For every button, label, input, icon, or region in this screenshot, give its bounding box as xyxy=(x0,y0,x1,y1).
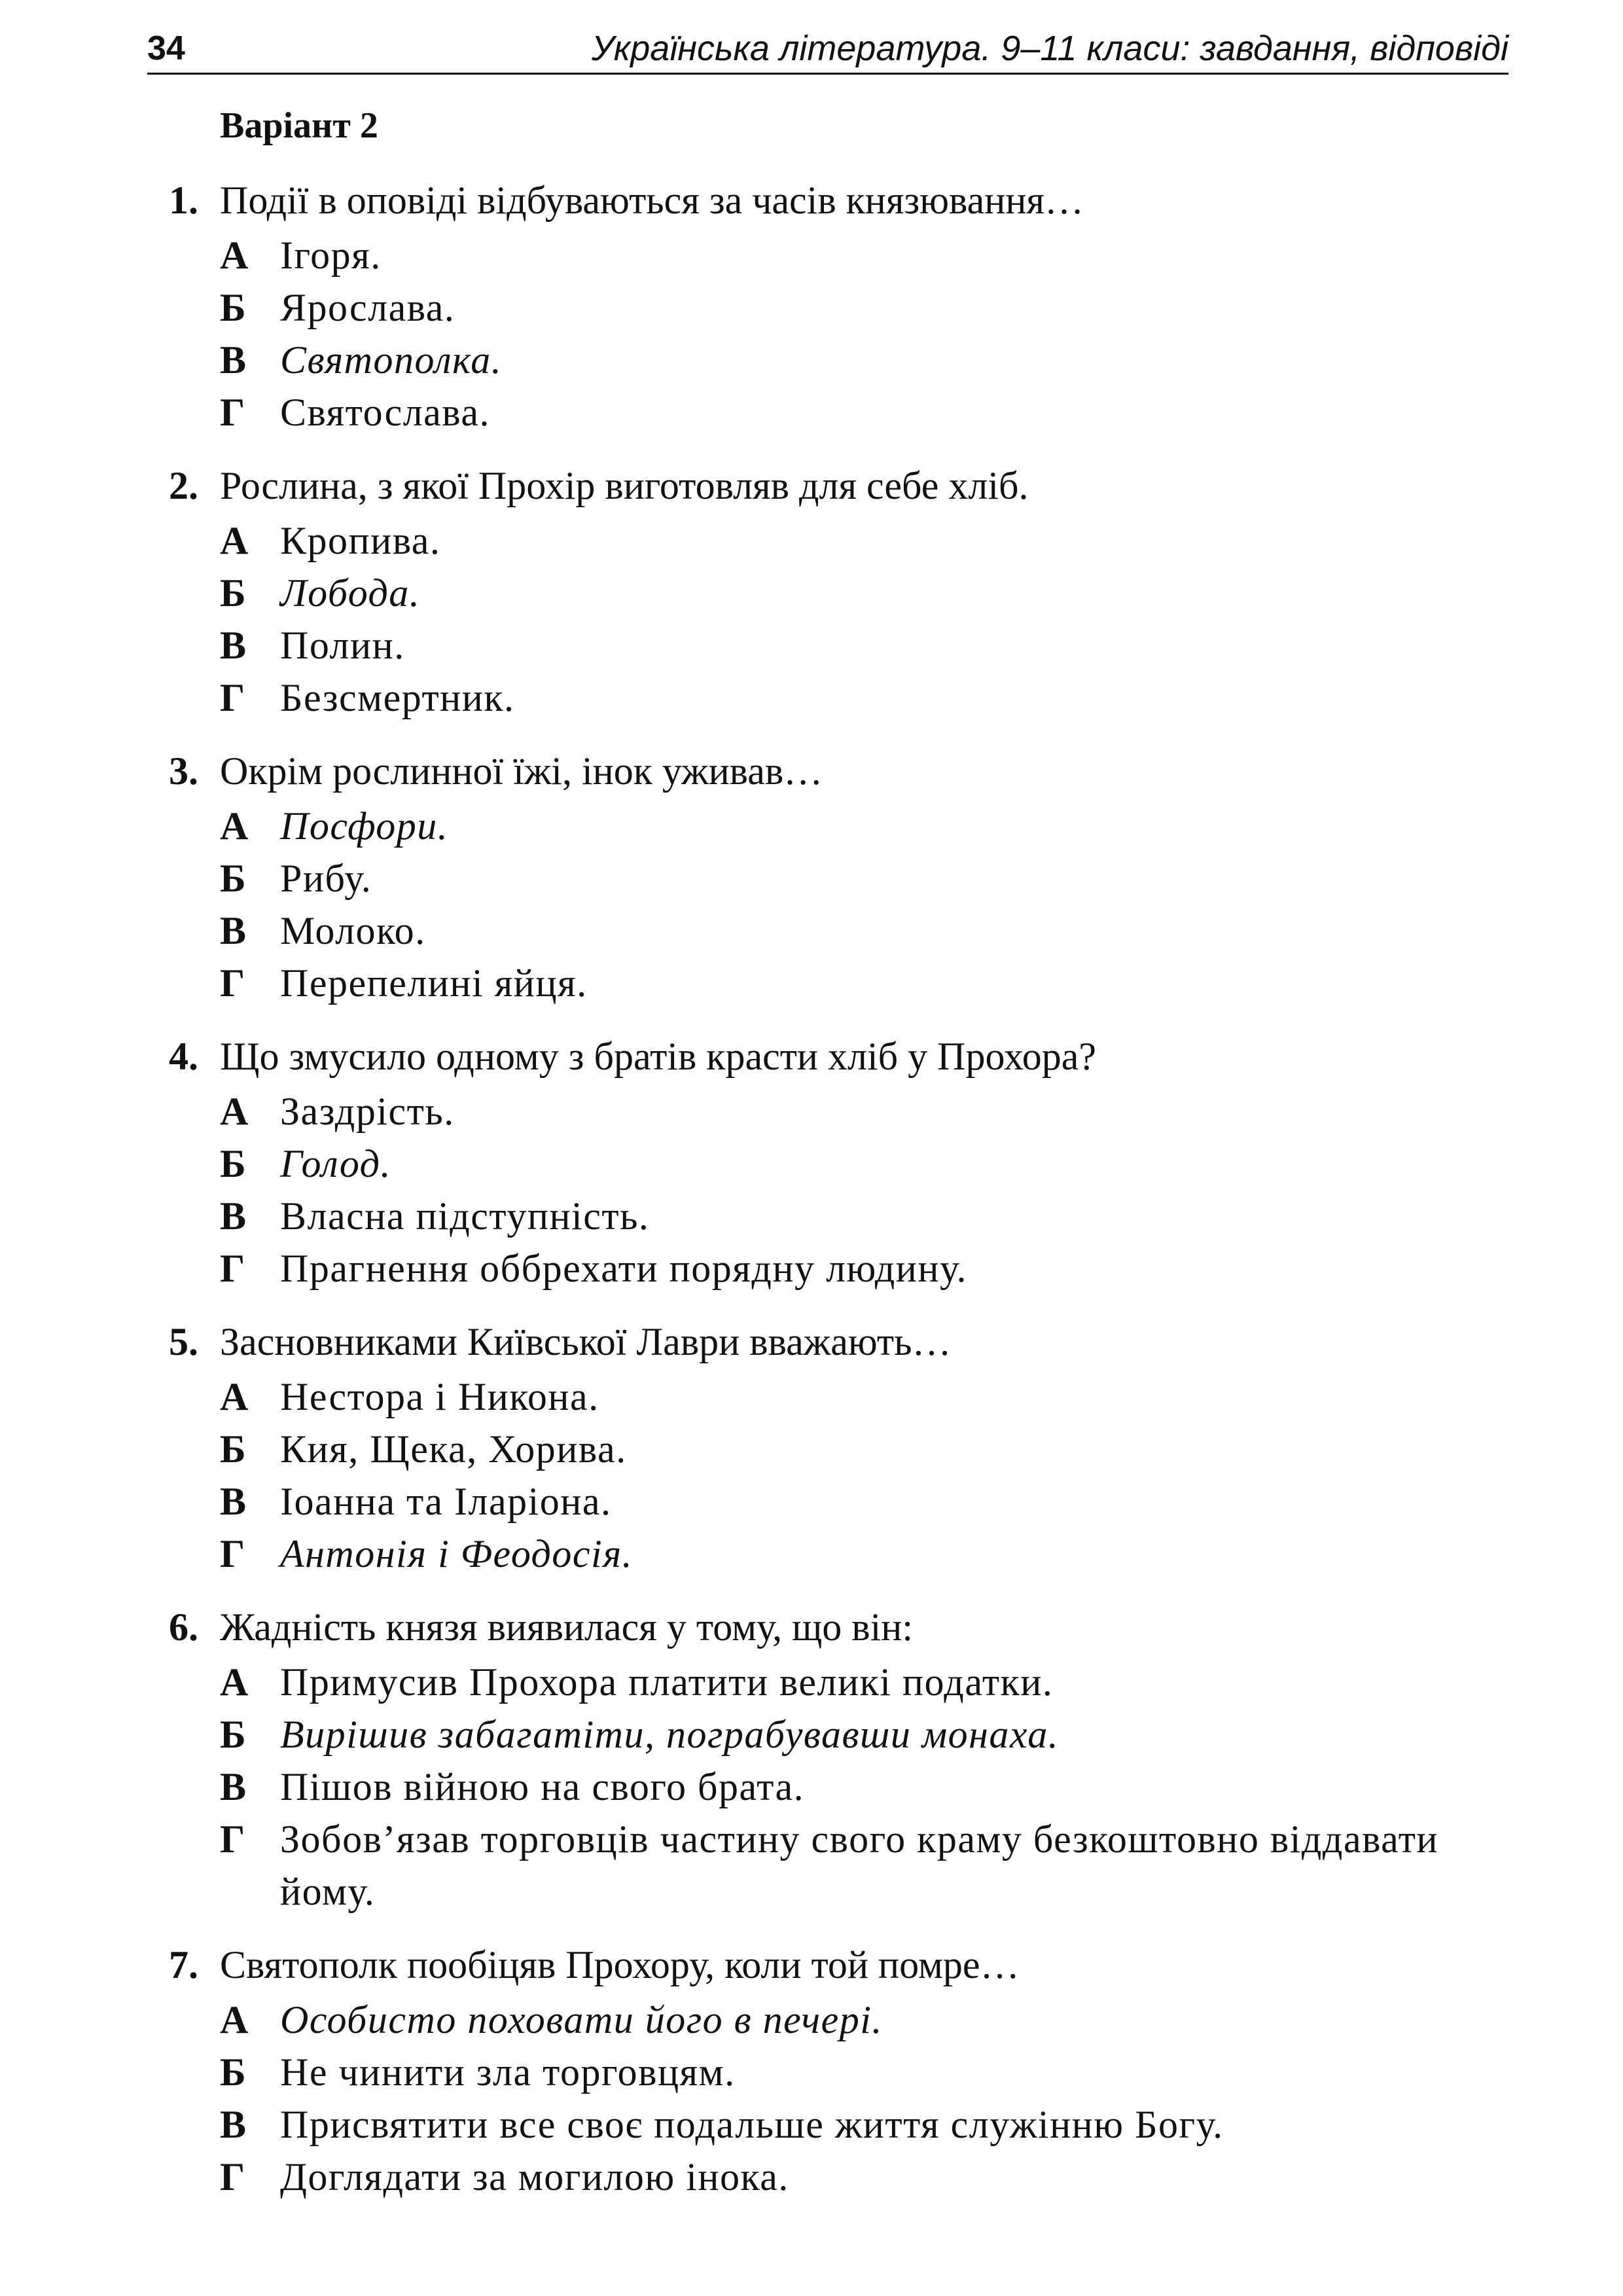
option-text: Полин. xyxy=(280,624,405,667)
option-text: Ярослава. xyxy=(280,286,455,329)
question-3 xyxy=(169,742,1510,1009)
question-2 xyxy=(169,457,1510,724)
option-text: Іоанна та Іларіона. xyxy=(280,1480,612,1523)
answer-option xyxy=(169,905,1510,957)
option-letter: В xyxy=(220,624,247,667)
question-number: 7. xyxy=(169,1943,198,1986)
option-text: Присвятити все своє подальше життя служінню Богу. xyxy=(280,2103,1224,2146)
page-header xyxy=(147,25,1508,71)
option-text: Антонія і Феодосія. xyxy=(280,1532,633,1575)
option-letter: Г xyxy=(220,2155,246,2198)
option-letter: Г xyxy=(220,676,246,719)
option-letter: В xyxy=(220,1194,247,1238)
question-1 xyxy=(169,171,1510,439)
answer-option xyxy=(169,514,1510,567)
option-letter: В xyxy=(220,338,247,382)
question-list xyxy=(169,171,1510,2221)
option-text: Рибу. xyxy=(280,857,372,900)
answer-option xyxy=(169,1475,1510,1528)
option-text: Кия, Щека, Хорива. xyxy=(280,1427,627,1471)
answer-option-correct xyxy=(169,800,1510,852)
question-number: 3. xyxy=(169,749,198,793)
question-number: 1. xyxy=(169,179,198,222)
answer-option xyxy=(169,1371,1510,1423)
option-letter: Б xyxy=(220,1142,247,1185)
option-text: Не чинити зла торговцям. xyxy=(280,2051,736,2094)
answer-option xyxy=(169,1656,1510,1708)
question-text: Рослина, з якої Прохір виготовляв для себе хліб. xyxy=(220,464,1029,507)
option-text: Власна підступність. xyxy=(280,1194,650,1238)
option-text: Прагнення оббрехати порядну людину. xyxy=(280,1247,967,1290)
question-number: 2. xyxy=(169,464,198,507)
question-7 xyxy=(169,1936,1510,2203)
option-letter: А xyxy=(220,804,249,848)
option-text: Голод. xyxy=(280,1142,391,1185)
option-letter: В xyxy=(220,1765,247,1808)
answer-option xyxy=(169,1423,1510,1475)
header-rule xyxy=(147,73,1508,75)
option-text: Ігоря. xyxy=(280,234,382,277)
option-text: Вирішив забагатіти, пограбувавши монаха. xyxy=(280,1713,1060,1756)
option-text: Кропива. xyxy=(280,519,441,562)
option-letter: А xyxy=(220,1660,249,1704)
answer-option xyxy=(169,1813,1510,1918)
question-number: 5. xyxy=(169,1320,198,1363)
answer-option xyxy=(169,2046,1510,2098)
question-text: Святополк пообіцяв Прохору, коли той помре… xyxy=(220,1943,1020,1986)
question-number: 6. xyxy=(169,1605,198,1649)
answer-option xyxy=(169,386,1510,439)
answer-option xyxy=(169,2151,1510,2203)
option-letter: В xyxy=(220,1480,247,1523)
option-text: Зобов’язав торговців частину свого краму безкоштовно віддавати йому. xyxy=(280,1818,1439,1913)
answer-option xyxy=(169,1761,1510,1813)
option-text: Примусив Прохора платити великі податки. xyxy=(280,1660,1054,1704)
option-letter: Г xyxy=(220,1532,246,1575)
page-number: 34 xyxy=(147,29,185,67)
answer-option xyxy=(169,229,1510,281)
option-text: Святослава. xyxy=(280,391,490,434)
answer-option-correct xyxy=(169,334,1510,386)
option-letter: В xyxy=(220,909,247,952)
option-letter: Б xyxy=(220,571,247,615)
question-text: Окрім рослинної їжі, інок уживав… xyxy=(220,749,823,793)
option-letter: Б xyxy=(220,1713,247,1756)
running-title: Українська література. 9–11 класи: завдання, відповіді xyxy=(591,29,1508,68)
answer-option xyxy=(169,281,1510,334)
option-text: Нестора і Никона. xyxy=(280,1375,599,1418)
option-letter: А xyxy=(220,1375,249,1418)
option-letter: А xyxy=(220,234,249,277)
answer-option-correct xyxy=(169,1708,1510,1761)
question-6 xyxy=(169,1598,1510,1918)
option-text: Особисто поховати його в печері. xyxy=(280,1998,883,2041)
option-letter: А xyxy=(220,1090,249,1133)
option-text: Посфори. xyxy=(280,804,449,848)
answer-option xyxy=(169,1190,1510,1242)
option-letter: А xyxy=(220,519,249,562)
answer-option-correct xyxy=(169,1994,1510,2046)
answer-option-correct xyxy=(169,1528,1510,1580)
option-text: Пішов війною на свого брата. xyxy=(280,1765,805,1808)
answer-option-correct xyxy=(169,567,1510,619)
answer-option xyxy=(169,1242,1510,1295)
answer-option xyxy=(169,672,1510,724)
question-4 xyxy=(169,1028,1510,1295)
variant-title: Варіант 2 xyxy=(220,105,378,146)
option-text: Доглядати за могилою інока. xyxy=(280,2155,789,2198)
question-5 xyxy=(169,1313,1510,1580)
option-text: Безсмертник. xyxy=(280,676,515,719)
option-text: Лобода. xyxy=(280,571,421,615)
option-letter: Г xyxy=(220,1818,246,1861)
answer-option xyxy=(169,957,1510,1009)
option-letter: Б xyxy=(220,1427,247,1471)
answer-option xyxy=(169,2098,1510,2151)
question-text: Жадність князя виявилася у тому, що він: xyxy=(220,1605,914,1649)
answer-option-correct xyxy=(169,1138,1510,1190)
question-text: Засновниками Київської Лаври вважають… xyxy=(220,1320,952,1363)
option-letter: В xyxy=(220,2103,247,2146)
option-text: Заздрість. xyxy=(280,1090,455,1133)
option-letter: Г xyxy=(220,391,246,434)
option-letter: Г xyxy=(220,961,246,1005)
answer-option xyxy=(169,1085,1510,1138)
option-text: Перепелині яйця. xyxy=(280,961,588,1005)
answer-option xyxy=(169,852,1510,905)
option-letter: А xyxy=(220,1998,249,2041)
option-letter: Г xyxy=(220,1247,246,1290)
question-text: Що змусило одному з братів красти хліб у Прохора? xyxy=(220,1035,1096,1078)
option-letter: Б xyxy=(220,857,247,900)
answer-option xyxy=(169,619,1510,672)
question-text: Події в оповіді відбуваються за часів князювання… xyxy=(220,179,1084,222)
option-letter: Б xyxy=(220,2051,247,2094)
question-number: 4. xyxy=(169,1035,198,1078)
option-text: Молоко. xyxy=(280,909,426,952)
option-letter: Б xyxy=(220,286,247,329)
option-text: Святополка. xyxy=(280,338,503,382)
